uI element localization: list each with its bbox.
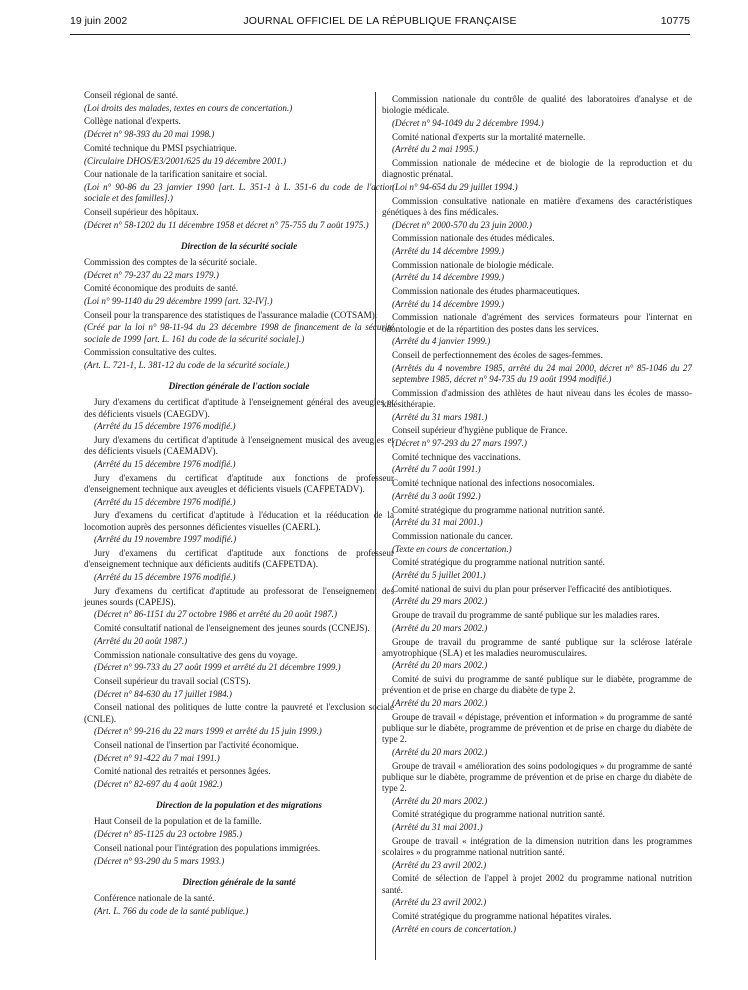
legal-reference: (Arrêté du 14 décembre 1999.) xyxy=(392,298,505,309)
journal-title: JOURNAL OFFICIEL DE LA RÉPUBLIQUE FRANÇAISE xyxy=(243,15,517,27)
legal-reference: (Arrêté du 14 décembre 1999.) xyxy=(392,245,505,256)
list-item xyxy=(382,94,692,129)
list-item xyxy=(382,557,692,581)
body-name: Commission nationale des études médicales. xyxy=(392,233,555,244)
legal-reference: (Arrêté du 31 mars 1981.) xyxy=(392,411,488,422)
body-name: Groupe de travail du programme de santé publique sur les maladies rares. xyxy=(392,610,660,621)
legal-reference: (Décret n° 94-1049 du 2 décembre 1994.) xyxy=(392,117,544,128)
body-name: Comité national de suivi du plan pour préserver l'efficacité des antibiotiques. xyxy=(392,583,672,594)
list-item xyxy=(382,452,692,476)
body-name: Comité stratégique du programme national nutrition santé. xyxy=(392,504,605,515)
body-name: Conseil supérieur des hôpitaux. xyxy=(84,206,199,217)
body-name: Comité de suivi du programme de santé publique sur le diabète, programme de prévention et de prise en charge du diabète de type 2. xyxy=(382,674,692,696)
list-item xyxy=(84,510,394,545)
legal-reference: (Décret n° 99-733 du 27 août 1999 et arrêté du 21 décembre 1999.) xyxy=(94,662,341,673)
list-item xyxy=(84,283,394,307)
list-item xyxy=(84,702,394,737)
legal-reference: (Arrêté du 20 mars 2002.) xyxy=(392,795,488,806)
body-name: Commission des comptes de la sécurité sociale. xyxy=(84,256,257,267)
legal-reference: (Arrêté du 14 décembre 1999.) xyxy=(392,272,505,283)
list-item xyxy=(382,196,692,231)
legal-reference: (Arrêté du 23 avril 2002.) xyxy=(392,859,487,870)
list-item xyxy=(382,637,692,672)
legal-reference: (Décret n° 91-422 du 7 mai 1991.) xyxy=(94,752,220,763)
list-item xyxy=(84,257,394,281)
legal-reference: (Arrêté du 15 décembre 1976 modifié.) xyxy=(94,571,236,582)
list-item xyxy=(382,809,692,833)
list-item xyxy=(84,766,394,790)
legal-reference: (Décret n° 82-697 du 4 août 1982.) xyxy=(94,779,223,790)
list-item xyxy=(84,586,394,621)
issue-date: 19 juin 2002 xyxy=(70,15,128,27)
body-name: Groupe de travail « dépistage, prévention et information » du programme de santé publique sur le diabète, programme de prévention et de prise en charge du diabète de type 2. xyxy=(382,711,692,745)
legal-reference: (Arrêté du 15 décembre 1976 modifié.) xyxy=(94,458,236,469)
legal-reference: (Arrêté du 31 mai 2001.) xyxy=(392,517,483,528)
body-name: Commission consultative des cultes. xyxy=(84,347,217,358)
list-item xyxy=(382,505,692,529)
list-item xyxy=(382,312,692,347)
list-item xyxy=(84,143,394,167)
body-name: Jury d'examens du certificat d'aptitude à l'enseignement musical des aveugles et des déficients visuels (CAEMADV). xyxy=(84,435,394,457)
body-name: Haut Conseil de la population et de la famille. xyxy=(94,816,262,827)
body-name: Jury d'examens du certificat d'aptitude aux fonctions de professeur d'enseignement technique aux aveugles et déficients visuels (CAFPETADV). xyxy=(84,472,394,494)
legal-reference: (Décret n° 58-1202 du 11 décembre 1958 et décret n° 75-755 du 7 août 1975.) xyxy=(84,219,369,230)
legal-reference: (Arrêté en cours de concertation.) xyxy=(392,923,516,934)
body-name: Groupe de travail du programme de santé publique sur la sclérose latérale amyotrophique (SLA) et les maladies neuromusculaires. xyxy=(382,636,692,658)
list-item xyxy=(84,397,394,432)
body-name: Commission nationale consultative des gens du voyage. xyxy=(94,649,298,660)
legal-reference: (Arrêté du 20 mars 2002.) xyxy=(392,746,488,757)
body-name: Comité stratégique du programme national hépatites virales. xyxy=(392,911,612,921)
legal-reference: (Arrêté du 2 mai 1995.) xyxy=(392,144,479,155)
body-name: Commission nationale d'agrément des services formateurs pour l'internat en odontologie et de la répartition des postes dans les services. xyxy=(382,312,692,334)
legal-reference: (Arrêté du 3 août 1992.) xyxy=(392,490,481,501)
body-name: Jury d'examens du certificat d'aptitude au professorat de l'enseignement des jeunes sourds (CAPEJS). xyxy=(84,585,394,607)
body-name: Comité technique des vaccinations. xyxy=(392,451,521,462)
list-item xyxy=(382,478,692,502)
body-name: Commission nationale des études pharmaceutiques. xyxy=(392,286,580,297)
list-item xyxy=(382,712,692,758)
body-name: Commission nationale de biologie médicale. xyxy=(392,259,554,270)
page-header xyxy=(70,15,690,31)
legal-reference: (Art. L. 766 du code de la santé publique.) xyxy=(94,905,249,916)
legal-reference: (Arrêté du 15 décembre 1976 modifié.) xyxy=(94,421,236,432)
legal-reference: (Décret n° 98-393 du 20 mai 1998.) xyxy=(84,129,215,140)
body-name: Conférence nationale de la santé. xyxy=(94,892,215,903)
body-name: Groupe de travail « amélioration des soins podologiques » du programme de santé publique sur le diabète, programme de prévention et de prise en charge du diabète de type 2. xyxy=(382,760,692,793)
legal-reference: (Décret n° 97-293 du 27 mars 1997.) xyxy=(392,437,527,448)
page-number: 10775 xyxy=(660,15,690,27)
body-name: Comité économique des produits de santé. xyxy=(84,283,239,294)
header-rule xyxy=(70,34,690,35)
body-name: Comité stratégique du programme national nutrition santé. xyxy=(392,557,605,568)
list-item xyxy=(84,90,394,114)
list-item xyxy=(382,286,692,310)
legal-reference: (Loi n° 99-1140 du 29 décembre 1999 [art. 32-IV].) xyxy=(84,296,273,307)
legal-reference: (Loi n° 90-86 du 23 janvier 1990 [art. L. 351-1 à L. 351-6 du code de l'action sociale et des familles].) xyxy=(84,181,394,204)
legal-reference: (Loi n° 94-654 du 29 juillet 1994.) xyxy=(392,181,518,192)
list-item xyxy=(382,873,692,908)
body-name: Conseil de perfectionnement des écoles de sages-femmes. xyxy=(392,350,603,361)
body-name: Commission d'admission des athlètes de haut niveau dans les écoles de masso-kinésithérapie. xyxy=(382,387,692,409)
list-item xyxy=(84,310,394,345)
body-name: Comité technique national des infections nosocomiales. xyxy=(392,478,595,489)
list-item xyxy=(382,761,692,807)
body-name: Jury d'examens du certificat d'aptitude à l'éducation et la rééducation de la locomotion auprès des personnes déficientes visuelles (CAERL). xyxy=(84,510,394,532)
legal-reference: (Arrêté du 31 mai 2001.) xyxy=(392,822,483,833)
legal-reference: (Arrêté du 20 mars 2002.) xyxy=(392,698,488,709)
list-item xyxy=(84,623,394,647)
list-item xyxy=(84,473,394,508)
body-name: Collège national d'experts. xyxy=(84,116,181,127)
list-item xyxy=(382,425,692,449)
body-name: Conseil régional de santé. xyxy=(84,90,178,100)
list-item xyxy=(382,158,692,193)
legal-reference: (Art. L. 721-1, L. 381-12 du code de la sécurité sociale.) xyxy=(84,360,290,371)
list-item xyxy=(84,548,394,583)
legal-reference: (Arrêté du 23 avril 2002.) xyxy=(392,897,487,908)
legal-reference: (Loi droits des malades, textes en cours de concertation.) xyxy=(84,102,293,113)
list-item xyxy=(382,911,692,935)
body-name: Commission nationale de médecine et de biologie de la reproduction et du diagnostic prénatal. xyxy=(382,158,692,180)
list-item xyxy=(84,740,394,764)
legal-reference: (Circulaire DHOS/E3/2001/625 du 19 décembre 2001.) xyxy=(84,155,287,166)
legal-reference: (Arrêté du 5 juillet 2001.) xyxy=(392,570,486,581)
list-item xyxy=(84,676,394,700)
legal-reference: (Arrêté du 20 mars 2002.) xyxy=(392,660,488,671)
section-heading: Direction de la sécurité sociale xyxy=(180,240,298,251)
legal-reference: (Arrêté du 19 novembre 1997 modifié.) xyxy=(94,534,237,545)
legal-reference: (Décret n° 85-1125 du 23 octobre 1985.) xyxy=(94,829,243,840)
legal-reference: (Arrêtés du 4 novembre 1985, arrêté du 24 mai 2000, décret n° 85-1046 du 27 septembre 1985, décret n° 94-735 du 19 août 1994 modifié.) xyxy=(392,362,692,384)
list-item xyxy=(382,388,692,423)
list-item xyxy=(84,169,394,204)
legal-reference: (Arrêté du 4 janvier 1999.) xyxy=(392,336,491,347)
legal-reference: (Décret n° 99-216 du 22 mars 1999 et arrêté du 15 juin 1999.) xyxy=(94,726,322,737)
legal-reference: (Décret n° 86-1151 du 27 octobre 1986 et arrêté du 20 août 1987.) xyxy=(94,609,337,620)
list-item xyxy=(382,610,692,634)
body-name: Comité de sélection de l'appel à projet 2002 du programme national nutrition santé. xyxy=(382,873,692,895)
list-item xyxy=(382,350,692,385)
body-name: Conseil supérieur du travail social (CSTS). xyxy=(94,675,251,686)
list-item xyxy=(382,233,692,257)
body-name: Commission nationale du cancer. xyxy=(392,530,513,541)
list-item xyxy=(84,435,394,470)
legal-reference: (Arrêté du 20 mars 2002.) xyxy=(392,622,488,633)
body-name: Comité national d'experts sur la mortalité maternelle. xyxy=(392,131,586,142)
list-item xyxy=(84,347,394,371)
list-item xyxy=(382,836,692,871)
body-name: Comité consultatif national de l'enseignement des jeunes sourds (CCNEJS). xyxy=(94,623,370,634)
body-name: Conseil supérieur d'hygiène publique de France. xyxy=(392,425,568,436)
legal-reference: (Décret n° 2000-570 du 23 juin 2000.) xyxy=(392,219,532,230)
list-item xyxy=(382,674,692,709)
legal-reference: (Décret n° 79-237 du 22 mars 1979.) xyxy=(84,269,219,280)
list-item xyxy=(382,132,692,156)
list-item xyxy=(84,816,394,840)
list-item xyxy=(84,650,394,674)
legal-reference: (Arrêté du 7 août 1991.) xyxy=(392,464,481,475)
body-name: Comité stratégique du programme national nutrition santé. xyxy=(392,809,605,820)
body-name: Groupe de travail « intégration de la dimension nutrition dans les programmes scolaires » du programme national nutrition santé. xyxy=(382,835,692,857)
legal-reference: (Décret n° 93-290 du 5 mars 1993.) xyxy=(94,855,225,866)
body-name: Comité national des retraités et personnes âgées. xyxy=(94,766,271,777)
body-name: Jury d'examens du certificat d'aptitude à l'enseignement général des aveugles et des déficients visuels (CAEGDV). xyxy=(84,397,394,419)
body-name: Conseil national pour l'intégration des populations immigrées. xyxy=(94,842,321,853)
legal-reference: (Créé par la loi n° 98-11-94 du 23 décembre 1998 de financement de la sécurité sociale de 1999 [art. L. 161 du code de la sécurité sociale].) xyxy=(84,322,394,344)
legal-reference: (Décret n° 84-630 du 17 juillet 1984.) xyxy=(94,688,232,699)
section-heading: Direction de la population et des migrations xyxy=(156,800,322,811)
list-item xyxy=(382,584,692,608)
list-item xyxy=(84,843,394,867)
body-name: Commission nationale du contrôle de qualité des laboratoires d'analyse et de biologie médicale. xyxy=(382,94,692,116)
body-name: Conseil pour la transparence des statistiques de l'assurance maladie (COTSAM). xyxy=(84,309,378,320)
body-name: Conseil national de l'insertion par l'activité économique. xyxy=(94,739,299,750)
body-name: Commission consultative nationale en matière d'examens des caractéristiques génétiques à des fins médicales. xyxy=(382,195,692,217)
legal-reference: (Arrêté du 29 mars 2002.) xyxy=(392,596,488,607)
legal-reference: (Arrêté du 15 décembre 1976 modifié.) xyxy=(94,496,236,507)
body-name: Cour nationale de la tarification sanitaire et social. xyxy=(84,169,268,180)
list-item xyxy=(84,893,394,917)
list-item xyxy=(382,531,692,555)
column-divider xyxy=(375,92,376,960)
body-name: Conseil national des politiques de lutte contre la pauvreté et l'exclusion sociale (CNLE). xyxy=(84,702,394,724)
list-item xyxy=(84,116,394,140)
left-column xyxy=(84,90,394,919)
section-heading: Direction générale de l'action sociale xyxy=(168,381,310,392)
list-item xyxy=(84,207,394,231)
body-name: Jury d'examens du certificat d'aptitude aux fonctions de professeur d'enseignement technique aux déficients auditifs (CAFPETDA). xyxy=(84,547,394,570)
legal-reference: (Arrêté du 20 août 1987.) xyxy=(94,635,188,646)
section-heading: Direction générale de la santé xyxy=(182,876,296,887)
body-name: Comité technique du PMSI psychiatrique. xyxy=(84,142,237,153)
list-item xyxy=(382,260,692,284)
right-column xyxy=(382,94,692,937)
legal-reference: (Texte en cours de concertation.) xyxy=(392,543,512,554)
